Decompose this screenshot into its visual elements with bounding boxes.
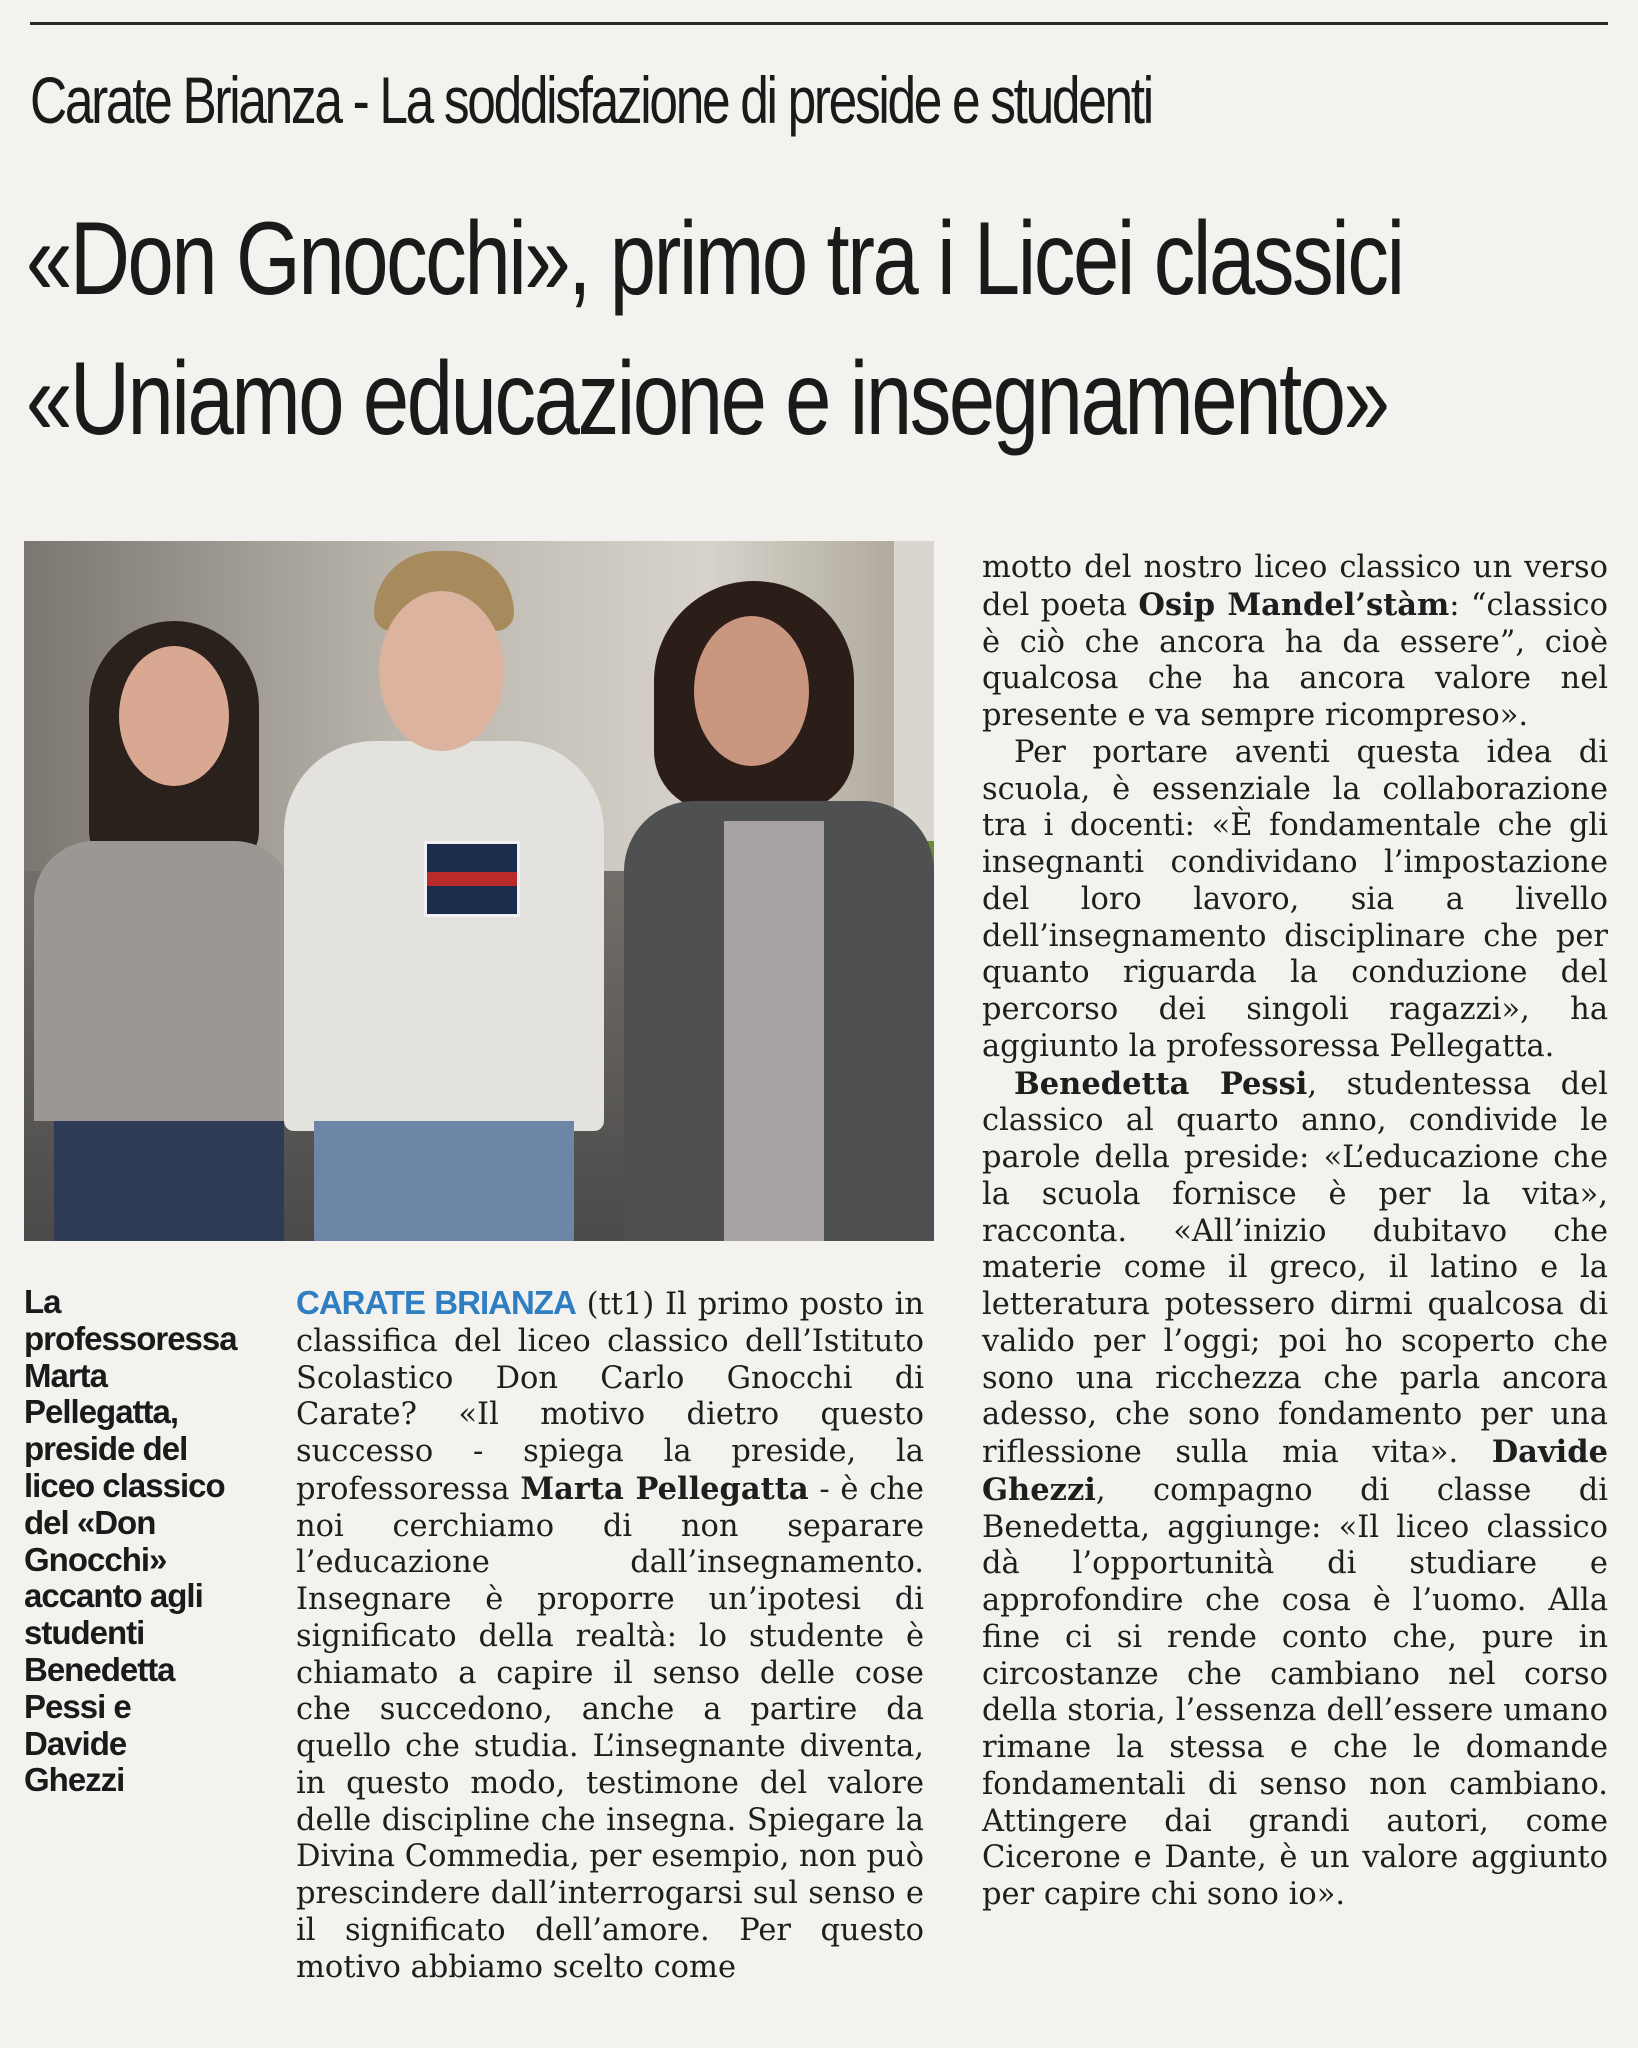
headline-line-1: «Don Gnocchi», primo tra i Licei classici bbox=[26, 201, 1403, 317]
person-name: Osip Mandel’stàm bbox=[1138, 586, 1450, 623]
top-rule bbox=[30, 22, 1608, 25]
photo-person-center bbox=[264, 541, 624, 1241]
paragraph bbox=[982, 550, 1608, 735]
body-column-middle bbox=[296, 1285, 924, 1986]
paragraph-text: - è che noi cerchiamo di non separare l’educazione dall’insegnamento. Insegnare è proporre un’ipotesi di significato della realtà: lo studente è chiamato a capire il senso delle cose che succedono, anche a partire da quello che studia. L’insegnante diventa, in questo modo, testimone del valore delle discipline che insegna. Spiegare la Divina Commedia, per esempio, non può prescindere dall’interrogarsi sul senso e il significato dell’amore. Per questo motivo abbiamo scelto come bbox=[296, 1471, 924, 1985]
photo-person-right bbox=[604, 581, 934, 1241]
paragraph bbox=[296, 1285, 924, 1986]
paragraph-text: motto del nostro liceo classico un verso del poeta bbox=[982, 550, 1608, 623]
photo-person-left bbox=[34, 621, 294, 1241]
paragraph bbox=[982, 1066, 1608, 1914]
person-name: Marta Pellegatta bbox=[520, 1470, 809, 1507]
byline: (tt1) bbox=[586, 1287, 655, 1322]
paragraph: Per portare aventi questa idea di scuola, è essenziale la collaborazione tra i docenti: «È fondamentale che gli insegnanti condividano l’impostazione del loro lavoro, sia a livello dell’insegnamento disciplinare che per quanto riguarda la conduzione del percorso dei singoli ragazzi», ha aggiunto la professoressa Pellegatta. bbox=[982, 734, 1608, 1064]
person-name: Benedetta Pessi bbox=[1014, 1065, 1308, 1102]
dateline: CARATE BRIANZA bbox=[296, 1284, 576, 1321]
paragraph-text: : “classico è ciò che ancora ha da essere”, cioè qualcosa che ha ancora valore nel presente e va sempre ricompreso». bbox=[982, 587, 1609, 733]
article-kicker: Carate Brianza - La soddisfazione di preside e studenti bbox=[30, 63, 1152, 137]
photo-caption: La professoressa Marta Pellegatta, preside del liceo classico del «Don Gnocchi» accanto agli studenti Benedetta Pessi e Davide Ghezzi bbox=[24, 1283, 237, 1799]
paragraph-text: , studentessa del classico al quarto anno, condivide le parole della preside: «L’educazione che la scuola fornisce è per la vita», racconta. «All’inizio dubitavo che materie come il greco, il latino e la letteratura potessero dirmi qualcosa di valido per l’oggi; poi ho scoperto che sono una ricchezza che parla ancora adesso, che sono fondamento per una riflessione sulla mia vita». bbox=[982, 1066, 1608, 1470]
body-column-right bbox=[982, 550, 1608, 1914]
paragraph-text: , compagno di classe di Benedetta, aggiunge: «Il liceo classico dà l’opportunità di studiare e approfondire che cosa è l’uomo. Alla fine ci si rende conto che, pure in circostanze che cambiano nel corso della storia, l’essenza dell’essere umano rimane la stessa e che le domande fondamentali di senso non cambiano. Attingere dai grandi autori, come Cicerone e Dante, è un valore aggiunto per capire chi sono io». bbox=[982, 1472, 1608, 1912]
headline-line-2: «Uniamo educazione e insegnamento» bbox=[26, 341, 1388, 457]
paragraph-text: Il primo posto in classifica del liceo classico dell’Istituto Scolastico Don Carlo Gnocchi di Carate? «Il motivo dietro questo successo - spiega la preside, la professoressa bbox=[296, 1287, 924, 1507]
person-name: Davide Ghezzi bbox=[982, 1434, 1608, 1508]
article-photo bbox=[24, 541, 934, 1241]
